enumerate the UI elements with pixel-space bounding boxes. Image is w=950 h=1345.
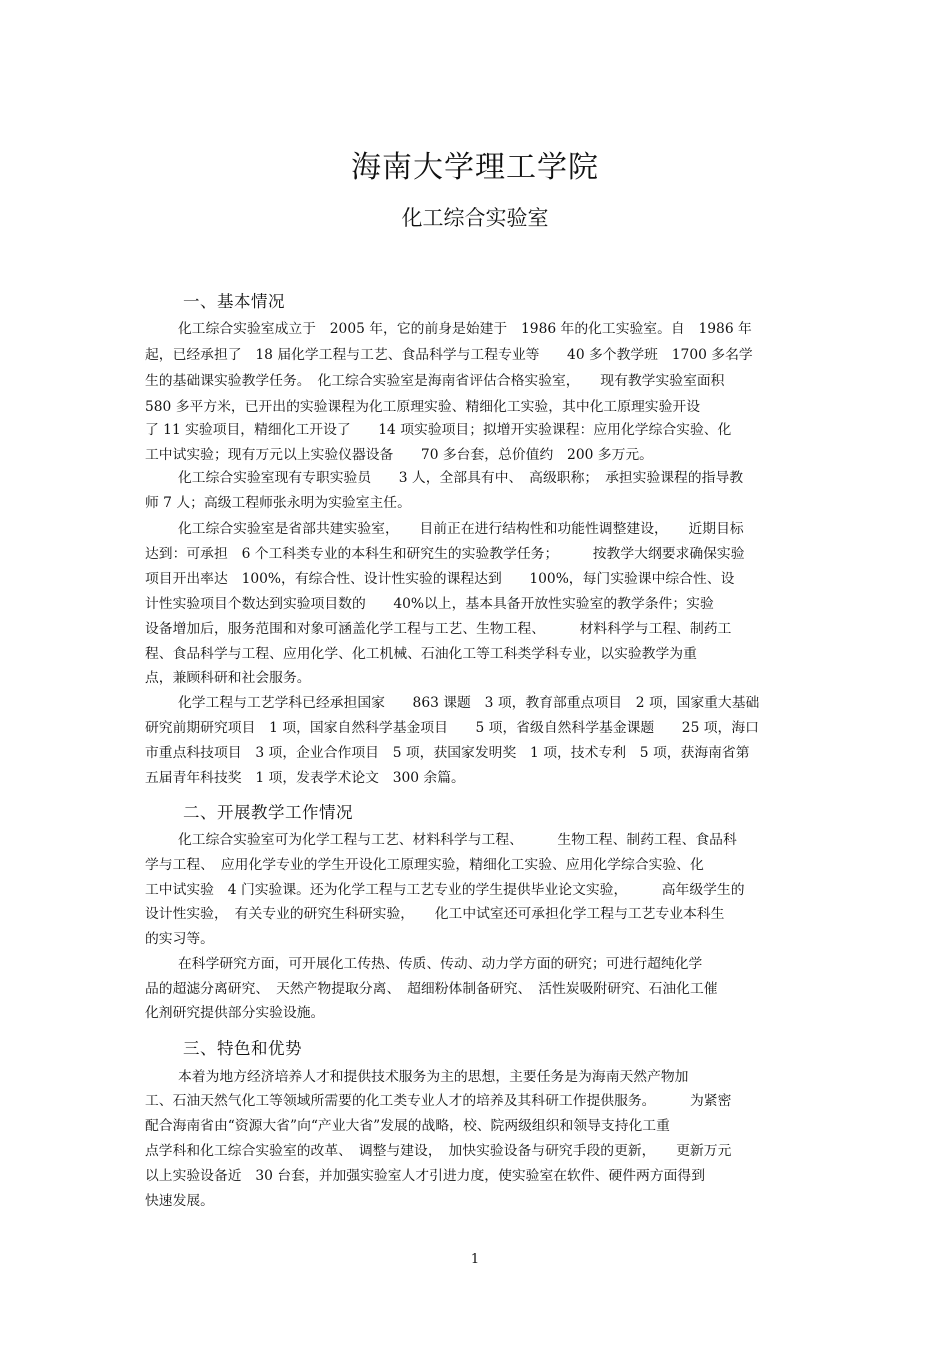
section-heading-basic-info: 一、基本情况 [183, 292, 285, 311]
text-line: 工中试实验 4 门实验课。还为化学工程与工艺专业的学生提供毕业论文实验， 高年级学生的 [145, 882, 745, 898]
text-line: 化工综合实验室成立于 2005 年，它的前身是始建于 1986 年的化工实验室。自 1986 年 [178, 321, 752, 337]
section-heading-teaching-work: 二、开展教学工作情况 [183, 803, 353, 822]
text-line: 以上实验设备近 30 台套，并加强实验室人才引进力度，使实验室在软件、硬件两方面得到 [145, 1168, 706, 1184]
page-number: 1 [470, 1252, 480, 1267]
text-line: 本着为地方经济培养人才和提供技术服务为主的思想，主要任务是为海南天然产物加 [178, 1069, 689, 1085]
text-line: 起，已经承担了 18 届化学工程与工艺、食品科学与工程专业等 40 多个教学班 1700 多名学 [145, 347, 753, 363]
text-line: 点学科和化工综合实验室的改革、 调整与建设， 加快实验设备与研究手段的更新， 更新万元 [145, 1143, 732, 1159]
text-line: 生的基础课实验教学任务。 化工综合实验室是海南省评估合格实验室， 现有教学实验室面积 [145, 373, 725, 389]
text-line: 设计性实验， 有关专业的研究生科研实验， 化工中试室还可承担化学工程与工艺专业本科生 [145, 906, 725, 922]
text-line: 市重点科技项目 3 项，企业合作项目 5 项，获国家发明奖 1 项，技术专利 5 项，获海南省第 [145, 745, 750, 761]
text-line: 达到：可承担 6 个工科类专业的本科生和研究生的实验教学任务； 按教学大纲要求确保实验 [145, 546, 745, 562]
text-line: 点，兼顾科研和社会服务。 [145, 670, 311, 686]
text-line: 计性实验项目个数达到实验项目数的 40%以上，基本具备开放性实验室的教学条件；实验 [145, 596, 714, 612]
text-line: 快速发展。 [145, 1193, 214, 1209]
text-line: 五届青年科技奖 1 项，发表学术论文 300 余篇。 [145, 770, 465, 786]
text-line: 程、食品科学与工程、应用化学、化工机械、石油化工等工科类学科专业，以实验教学为重 [145, 646, 697, 662]
text-line: 化剂研究提供部分实验设施。 [145, 1005, 325, 1021]
text-line: 了 11 实验项目，精细化工开设了 14 项实验项目；拟增开实验课程：应用化学综合实验、化 [145, 422, 732, 438]
text-line: 设备增加后，服务范围和对象可涵盖化学工程与工艺、生物工程、 材料科学与工程、制药工 [145, 621, 732, 637]
text-line: 在科学研究方面，可开展化工传热、传质、传动、动力学方面的研究；可进行超纯化学 [178, 956, 703, 972]
text-line: 师 7 人；高级工程师张永明为实验室主任。 [145, 495, 411, 511]
text-line: 化工综合实验室是省部共建实验室， 目前正在进行结构性和功能性调整建设， 近期目标 [178, 521, 744, 537]
text-line: 工、石油天然气化工等领域所需要的化工类专业人才的培养及其科研工作提供服务。 为紧密 [145, 1093, 732, 1109]
section-heading-features: 三、特色和优势 [183, 1039, 302, 1058]
document-title: 海南大学理工学院 [351, 150, 599, 185]
text-line: 研究前期研究项目 1 项，国家自然科学基金项目 5 项，省级自然科学基金课题 25 项，海口 [145, 720, 759, 736]
text-line: 学与工程、 应用化学专业的学生开设化工原理实验，精细化工实验、应用化学综合实验、化 [145, 857, 704, 873]
text-line: 工中试实验；现有万元以上实验仪器设备 70 多台套，总价值约 200 多万元。 [145, 447, 653, 463]
document-subtitle: 化工综合实验室 [401, 206, 549, 230]
text-line: 化工综合实验室可为化学工程与工艺、材料科学与工程、 生物工程、制药工程、食品科 [178, 832, 737, 848]
text-line: 品的超滤分离研究、 天然产物提取分离、 超细粉体制备研究、 活性炭吸附研究、石油化工催 [145, 981, 718, 997]
text-line: 项目开出率达 100%，有综合性、设计性实验的课程达到 100%，每门实验课中综合性、设 [145, 571, 735, 587]
text-line: 的实习等。 [145, 931, 214, 947]
text-line: 配合海南省由“资源大省”向“产业大省”发展的战略，校、院两级组织和领导支持化工重 [145, 1118, 670, 1134]
text-line: 580 多平方米，已开出的实验课程为化工原理实验、精细化工实验，其中化工原理实验开设 [145, 399, 700, 415]
text-line: 化学工程与工艺学科已经承担国家 863 课题 3 项，教育部重点项目 2 项，国家重大基础 [178, 695, 760, 711]
text-line: 化工综合实验室现有专职实验员 3 人，全部具有中、 高级职称； 承担实验课程的指导教 [178, 470, 744, 486]
